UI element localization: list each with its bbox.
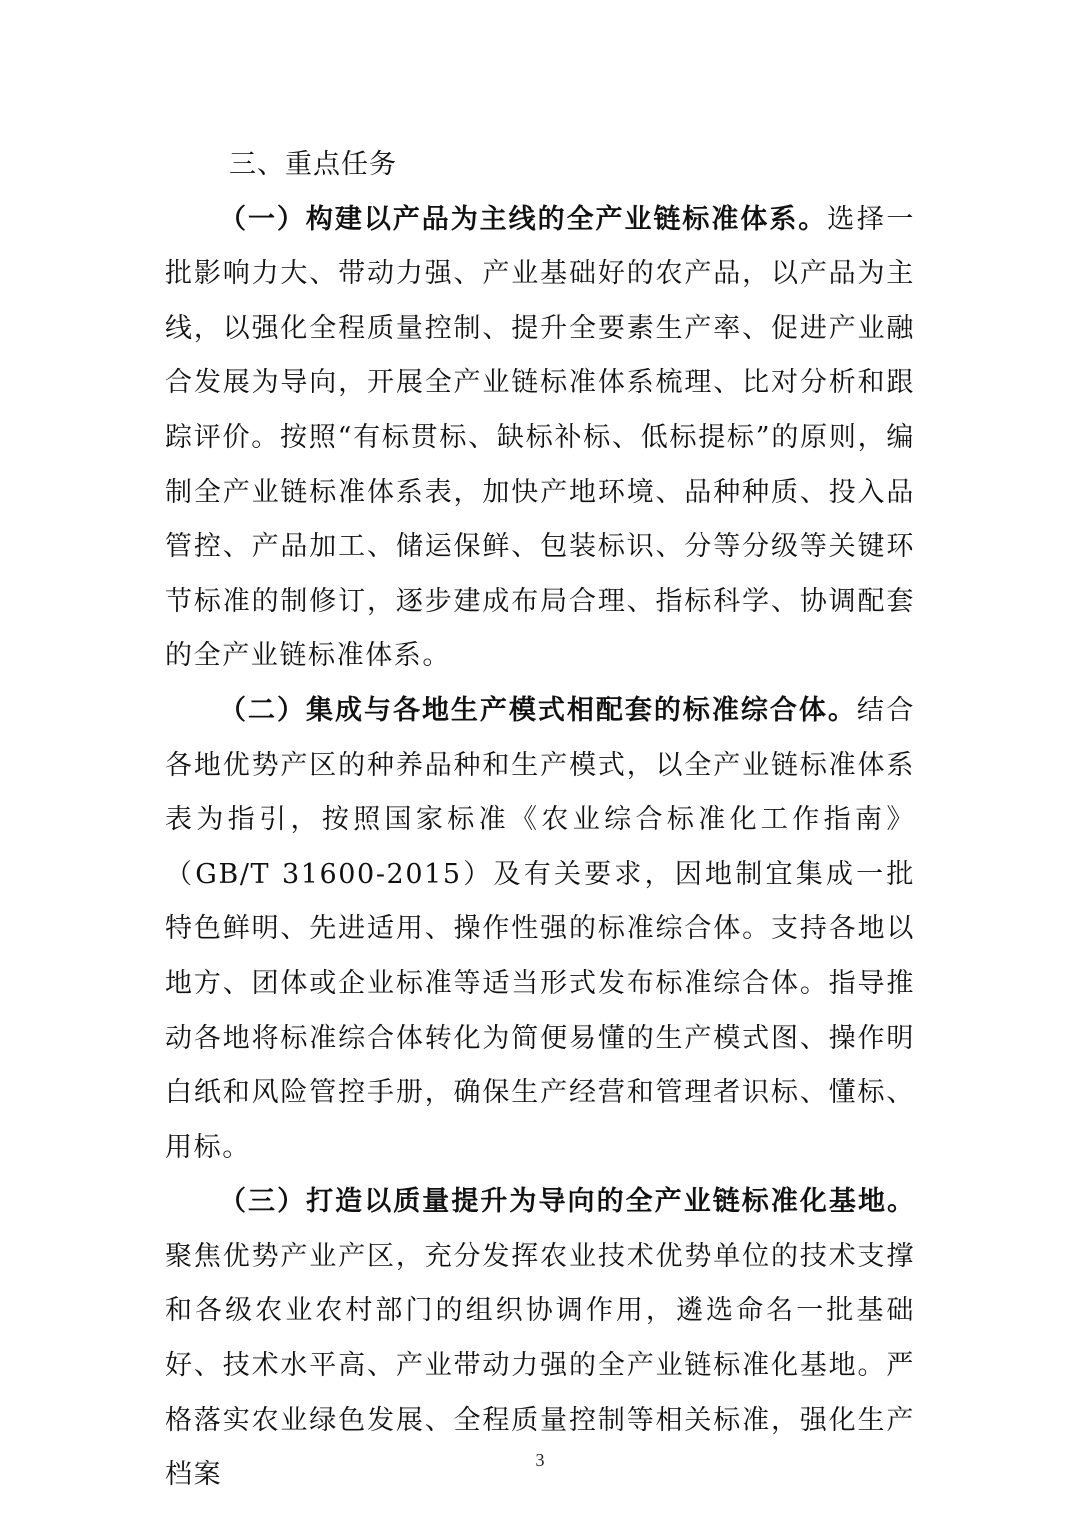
paragraph-1-heading: （一）构建以产品为主线的全产业链标准体系。 <box>219 203 828 235</box>
paragraph-1 <box>165 193 915 684</box>
document-body <box>165 138 915 1503</box>
paragraph-2 <box>165 684 915 1175</box>
section-heading: 三、重点任务 <box>229 149 397 180</box>
paragraph-3-body: 聚焦优势产业产区，充分发挥农业技术优势单位的技术支撑和各级农业农村部门的组织协调作用，遴选命名一批基础好、技术水平高、产业带动力强的全产业链标准化基地。严格落实农业绿色发展、全程质量控制等相关标准，强化生产档案 <box>165 1240 915 1491</box>
page-number: 3 <box>535 1450 545 1470</box>
paragraph-1-body: 选择一批影响力大、带动力强、产业基础好的农产品，以产品为主线，以强化全程质量控制、提升全要素生产率、促进产业融合发展为导向，开展全产业链标准体系梳理、比对分析和跟踪评价。按照“有标贯标、缺标补标、低标提标”的原则，编制全产业链标准体系表，加快产地环境、品种种质、投入品管控、产品加工、储运保鲜、包装标识、分等分级等关键环节标准的制修订，逐步建成布局合理、指标科学、协调配套的全产业链标准体系。 <box>165 203 915 672</box>
paragraph-2-body: 结合各地优势产区的种养品种和生产模式，以全产业链标准体系表为指引，按照国家标准《农业综合标准化工作指南》（GB/T 31600-2015）及有关要求，因地制宜集成一批特色鲜明、先进适用、操作性强的标准综合体。支持各地以地方、团体或企业标准等适当形式发布标准综合体。指导推动各地将标准综合体转化为简便易懂的生产模式图、操作明白纸和风险管控手册，确保生产经营和管理者识标、懂标、用标。 <box>165 694 916 1163</box>
paragraph-3-heading: （三）打造以质量提升为导向的全产业链标准化基地。 <box>219 1186 915 1218</box>
paragraph-2-heading: （二）集成与各地生产模式相配套的标准综合体。 <box>219 694 857 726</box>
